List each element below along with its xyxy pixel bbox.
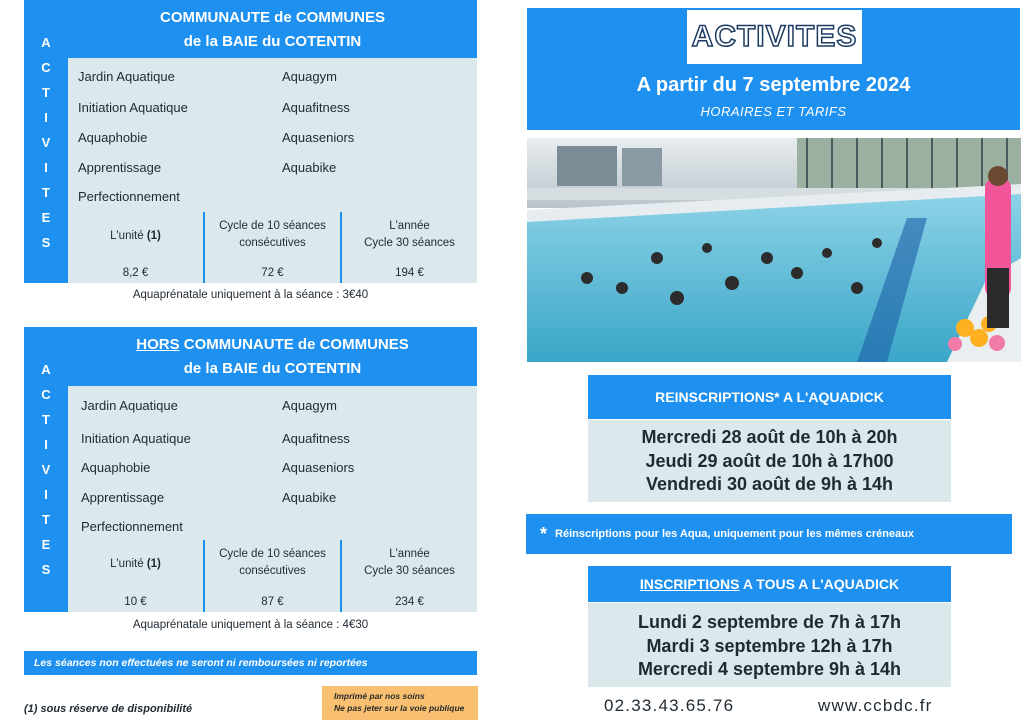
reinscription-note: * Réinscriptions pour les Aqua, uniquement pour les mêmes créneaux xyxy=(526,514,1012,554)
schedule-line: Jeudi 29 août de 10h à 17h00 xyxy=(645,450,894,471)
start-date: A partir du 7 septembre 2024 xyxy=(636,74,911,96)
price-cycle-cell: Cycle de 10 séances consécutives 87 € xyxy=(203,540,340,612)
price-cycle: 72 € xyxy=(261,267,284,279)
printed-notice: Imprimé par nos soins Ne pas jeter sur la voie publique xyxy=(322,686,478,720)
activities-header xyxy=(527,8,1020,130)
pool-photo-illustration xyxy=(527,138,1021,362)
activity-item: Jardin Aquatique xyxy=(78,69,175,84)
title-line2: de la BAIE du COTENTIN xyxy=(183,360,362,377)
prenatal-note: Aquaprénatale uniquement à la séance : 4€30 xyxy=(132,619,369,631)
schedule-line: Mardi 3 septembre 12h à 17h xyxy=(646,635,893,656)
block-title xyxy=(68,327,477,386)
activity-item: Perfectionnement xyxy=(81,519,183,534)
activity-item: Aquaseniors xyxy=(282,460,355,475)
price-table xyxy=(68,540,477,612)
activity-item: Initiation Aquatique xyxy=(81,431,191,446)
title-line1: COMMUNAUTE de COMMUNES xyxy=(160,9,385,26)
side-letters: A C T I V I T E S xyxy=(41,35,51,250)
title-line2: de la BAIE du COTENTIN xyxy=(183,33,362,50)
activity-item: Aquabike xyxy=(282,160,337,175)
activity-item: Aquabike xyxy=(282,490,337,505)
no-refund-banner: Les séances non effectuées ne seront ni remboursées ni reportées xyxy=(24,651,477,675)
activities-panel xyxy=(68,58,477,212)
price-year-cell: L'année Cycle 30 séances 234 € xyxy=(340,540,477,612)
activity-item: Jardin Aquatique xyxy=(81,398,178,413)
activity-item: Apprentissage xyxy=(81,490,165,505)
price-unit: 8,2 € xyxy=(122,267,149,279)
title-box xyxy=(687,10,862,64)
price-cycle: 87 € xyxy=(261,596,284,608)
page-title: ACTIVITES xyxy=(691,20,858,53)
activity-item: Aquagym xyxy=(282,69,337,84)
activity-item: Aquafitness xyxy=(282,431,350,446)
inscriptions-schedule xyxy=(588,603,951,687)
activity-item: Aquagym xyxy=(282,398,337,413)
subtitle: HORAIRES ET TARIFS xyxy=(700,104,847,119)
block-title xyxy=(68,0,477,58)
price-year-cell: L'année Cycle 30 séances 194 € xyxy=(340,212,477,283)
tarif-block-hors xyxy=(24,327,477,612)
schedule-line: Lundi 2 septembre de 7h à 17h xyxy=(637,612,902,632)
price-table xyxy=(68,212,477,283)
schedule-line: Vendredi 30 août de 9h à 14h xyxy=(645,474,894,494)
price-cycle-cell: Cycle de 10 séances consécutives 72 € xyxy=(203,212,340,283)
reinscriptions-title: REINSCRIPTIONS* A L'AQUADICK xyxy=(588,375,951,419)
availability-note: (1) sous réserve de disponibilité xyxy=(24,703,193,715)
prenatal-note: Aquaprénatale uniquement à la séance : 3€40 xyxy=(132,289,369,301)
activity-item: Aquaphobie xyxy=(78,130,148,145)
activity-item: Apprentissage xyxy=(78,160,162,175)
activity-item: Initiation Aquatique xyxy=(78,100,188,115)
title-line1: HORS COMMUNAUTE de COMMUNES xyxy=(136,336,409,353)
price-year: 234 € xyxy=(395,596,424,608)
tarif-block-ccbdc xyxy=(24,0,477,283)
price-unit: 10 € xyxy=(124,596,147,608)
price-unit-cell: L'unité (1) 10 € xyxy=(68,540,203,612)
activity-item: Perfectionnement xyxy=(78,189,180,204)
phone-number: 02.33.43.65.76 xyxy=(604,696,735,715)
pool-photo xyxy=(527,138,1021,362)
activities-panel xyxy=(68,386,477,540)
website-link[interactable]: www.ccbdc.fr xyxy=(818,696,933,715)
schedule-line: Mercredi 28 août de 10h à 20h xyxy=(641,427,898,447)
inscriptions-title: INSCRIPTIONS A TOUS A L'AQUADICK xyxy=(588,566,951,602)
schedule-line: Mercredi 4 septembre 9h à 14h xyxy=(637,659,902,679)
reinscriptions-schedule xyxy=(588,420,951,502)
side-letters: A C T I V I T E S xyxy=(41,362,51,577)
activity-item: Aquaphobie xyxy=(81,460,151,475)
asterisk-icon: * xyxy=(540,523,548,544)
activity-item: Aquaseniors xyxy=(282,130,355,145)
price-year: 194 € xyxy=(395,267,424,279)
price-unit-cell: L'unité (1) 8,2 € xyxy=(68,212,203,283)
activity-item: Aquafitness xyxy=(282,100,350,115)
